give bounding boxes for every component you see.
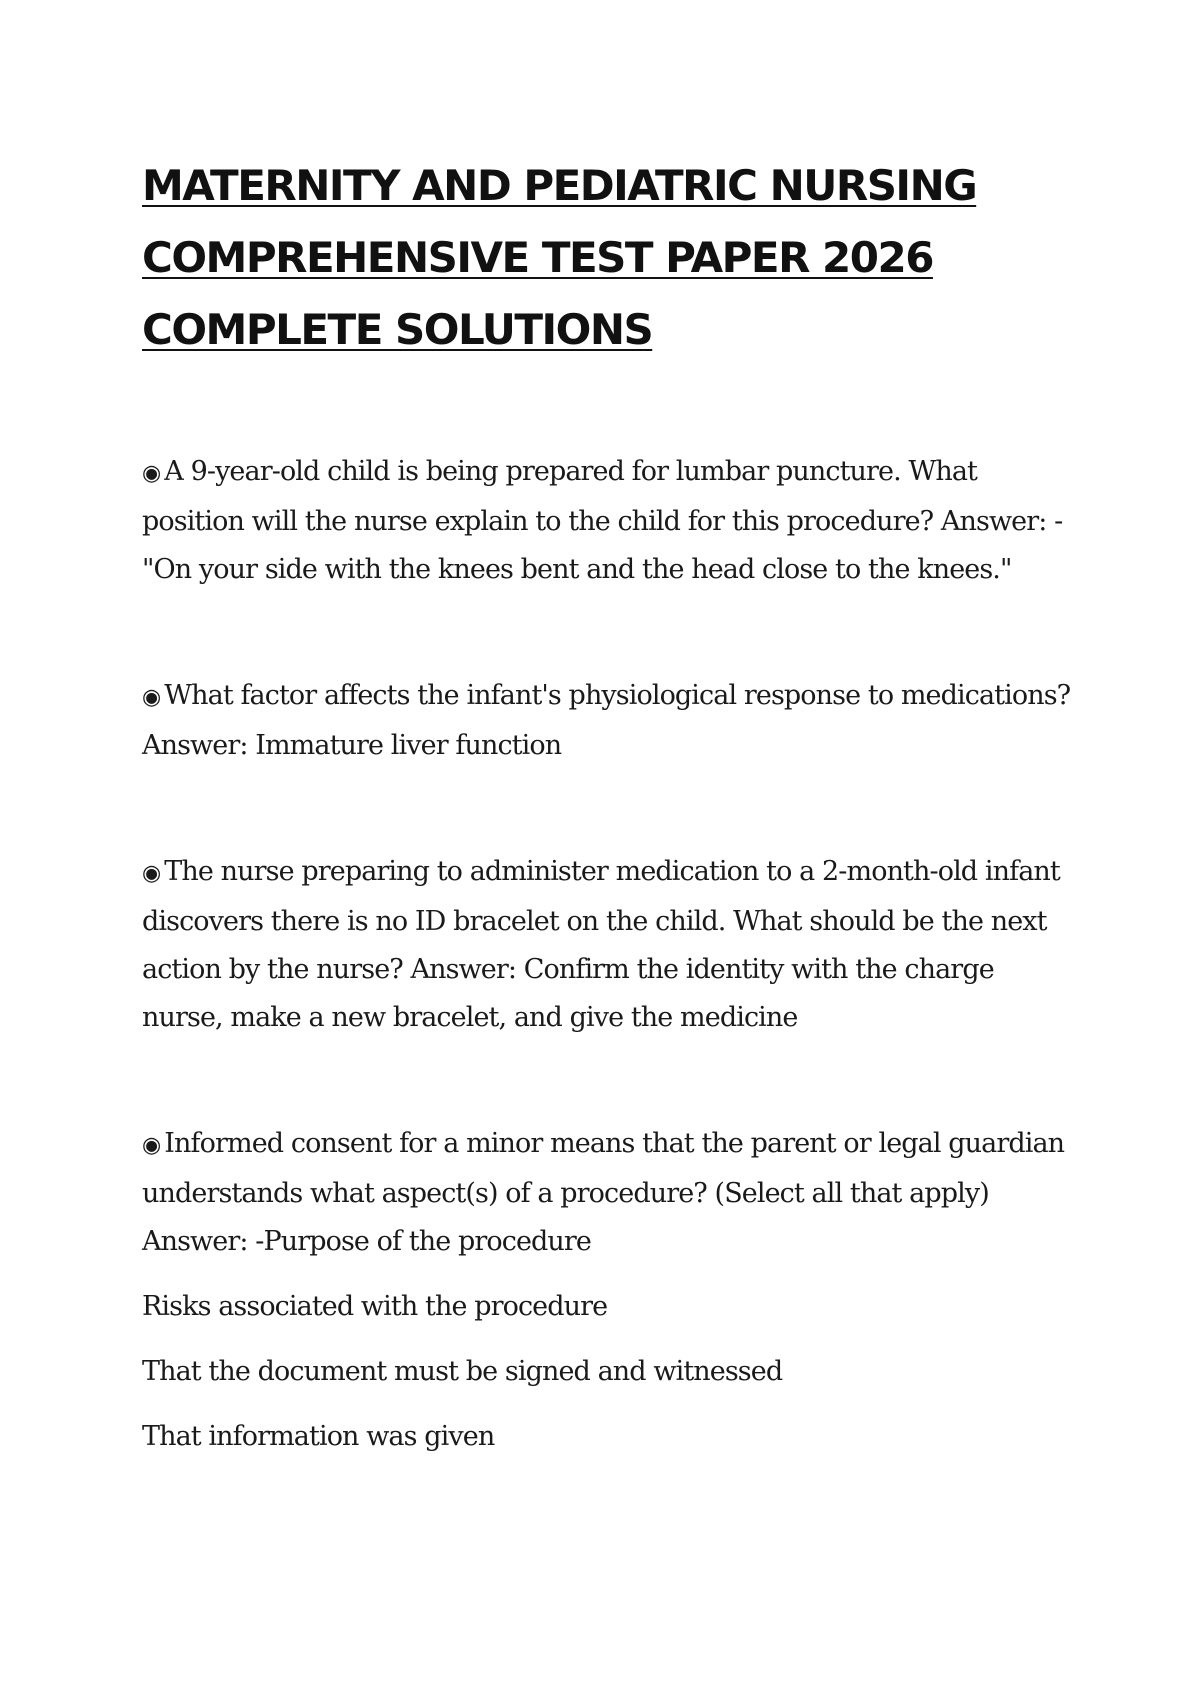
bullet-icon: ◉ [142, 461, 161, 486]
question-text: What factor affects the infant's physiological response to medications? Answer: Immature liver function [142, 680, 1071, 761]
document-page [142, 150, 1072, 1461]
question-item [142, 1120, 1072, 1461]
question-item [142, 672, 1072, 770]
title-line: COMPREHENSIVE TEST PAPER 2026 [142, 233, 933, 282]
answer-line: Risks associated with the procedure [142, 1291, 608, 1322]
question-text: The nurse preparing to administer medication to a 2-month-old infant discovers there is no ID bracelet on the child. What should be the next action by the nurse? Answer: Confirm the identity with the charge nurse, make a new bracelet, and give the medicine [142, 856, 1060, 1033]
title-line: MATERNITY AND PEDIATRIC NURSING [142, 161, 977, 210]
question-item [142, 448, 1072, 594]
document-title [142, 150, 1072, 366]
question-list [142, 448, 1072, 1461]
bullet-icon: ◉ [142, 861, 161, 886]
bullet-icon: ◉ [142, 685, 161, 710]
answer-line: That information was given [142, 1421, 495, 1452]
question-item [142, 848, 1072, 1042]
question-text: Informed consent for a minor means that the parent or legal guardian understands what aspect(s) of a procedure? (Select all that apply) Answer: -Purpose of the procedure [142, 1128, 1065, 1257]
question-text: A 9-year-old child is being prepared for lumbar puncture. What position will the nurse explain to the child for this procedure? Answer: -"On your side with the knees bent and the head close to the knees." [142, 456, 1063, 585]
title-line: COMPLETE SOLUTIONS [142, 305, 653, 354]
answer-line: That the document must be signed and witnessed [142, 1356, 783, 1387]
bullet-icon: ◉ [142, 1133, 161, 1158]
